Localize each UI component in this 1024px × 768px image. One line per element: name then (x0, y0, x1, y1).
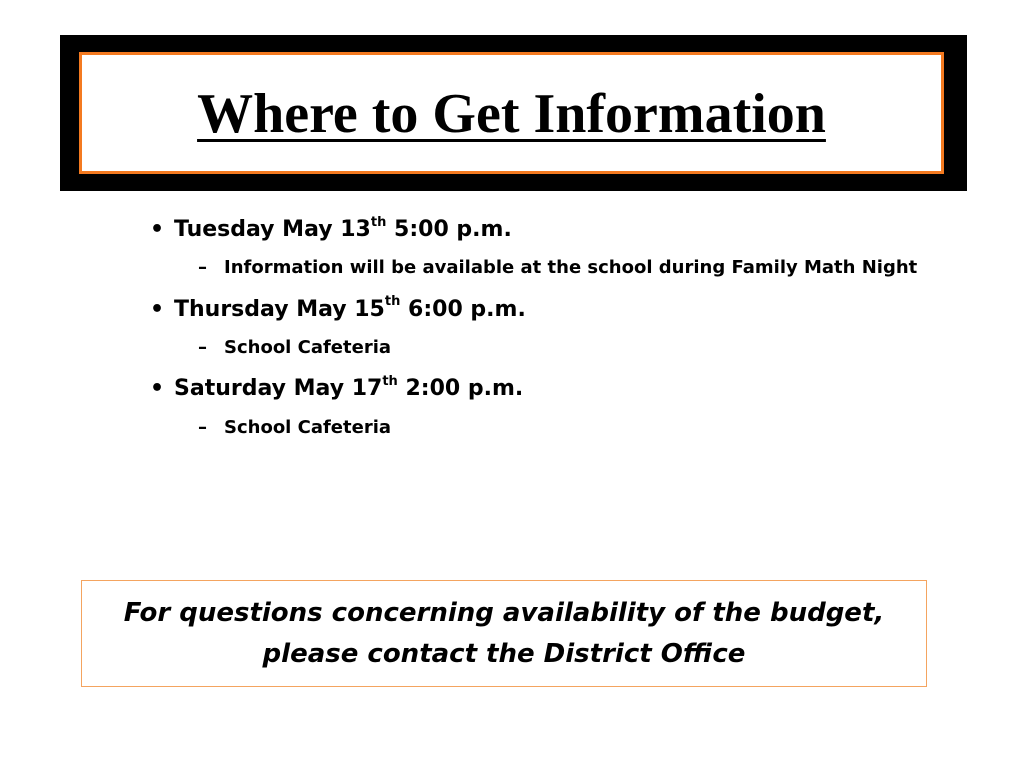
contact-note: For questions concerning availability of the budget, please contact the District Office (123, 598, 885, 669)
schedule-detail-tuesday (150, 255, 980, 280)
bullet-icon: • (150, 296, 165, 322)
schedule-day: Thursday May 15 (174, 296, 385, 322)
schedule-day: Saturday May 17 (174, 376, 383, 402)
dash-icon: – (198, 257, 207, 279)
schedule-detail-saturday (150, 415, 980, 440)
detail-text: Information will be available at the school during Family Math Night (224, 257, 918, 279)
bullet-icon: • (150, 376, 165, 402)
bullet-icon: • (150, 217, 165, 242)
detail-text: School Cafeteria (224, 336, 392, 358)
dash-icon: – (198, 336, 207, 358)
ordinal-suffix: th (382, 373, 398, 389)
contact-note-box (81, 580, 927, 687)
ordinal-suffix: th (370, 214, 387, 230)
schedule-time: 5:00 p.m. (394, 217, 512, 242)
schedule-detail-thursday (150, 335, 980, 360)
schedule-item-saturday (150, 373, 980, 402)
title-box (79, 52, 944, 174)
detail-text: School Cafeteria (224, 416, 392, 438)
schedule-time: 2:00 p.m. (405, 376, 524, 402)
dash-icon: – (198, 416, 207, 438)
ordinal-suffix: th (384, 294, 401, 310)
schedule-item-thursday (150, 294, 980, 323)
schedule-time: 6:00 p.m. (408, 296, 526, 322)
schedule-day: Tuesday May 13 (174, 217, 371, 242)
schedule-item-tuesday (150, 214, 980, 243)
schedule-list (150, 214, 980, 440)
title-frame (60, 35, 967, 191)
slide-title: Where to Get Information (197, 83, 826, 145)
